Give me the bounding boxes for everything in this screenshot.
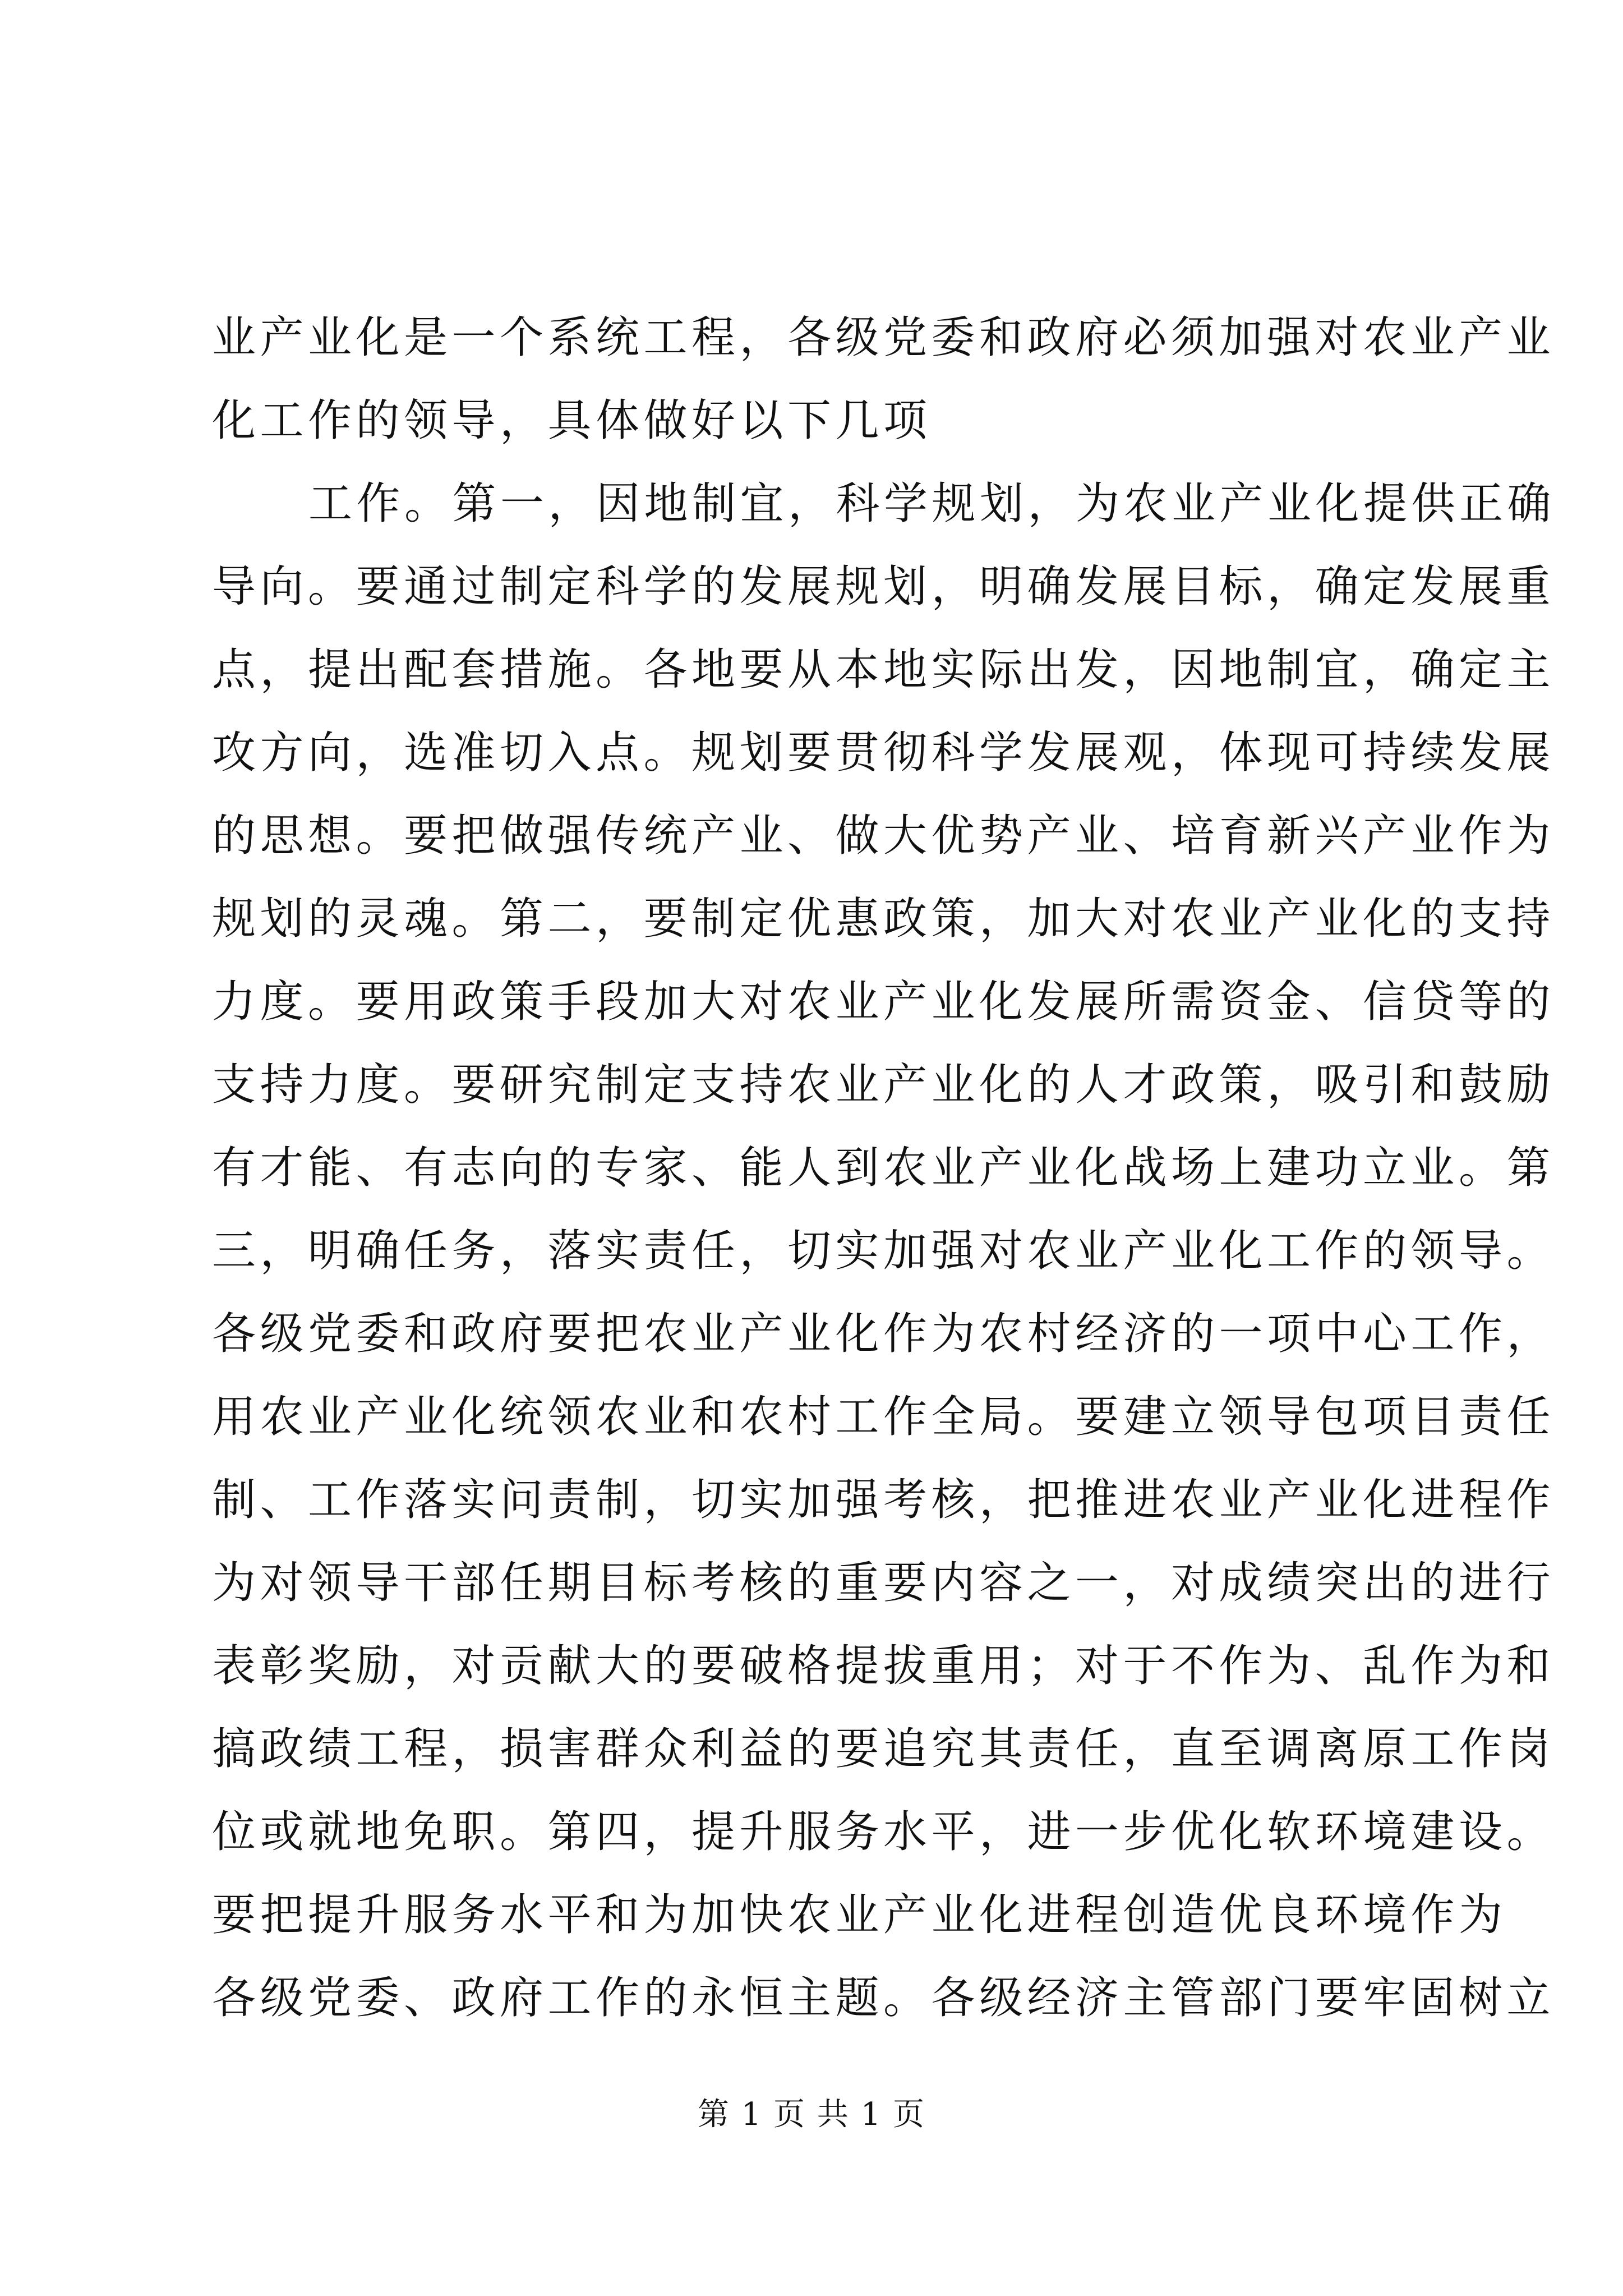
text-line: 有才能、有志向的专家、能人到农业产业化战场上建功立业。第 — [212, 1143, 1555, 1193]
text-line: 支持力度。要研究制定支持农业产业化的人才政策，吸引和鼓励 — [212, 1060, 1555, 1110]
text-line: 力度。要用政策手段加大对农业产业化发展所需资金、信贷等的 — [212, 977, 1555, 1027]
text-line: 导向。要通过制定科学的发展规划，明确发展目标，确定发展重 — [212, 562, 1555, 612]
text-line: 化工作的领导，具体做好以下几项 — [212, 395, 932, 446]
text-line: 搞政绩工程，损害群众利益的要追究其责任，直至调离原工作岗 — [212, 1724, 1555, 1774]
text-line: 用农业产业化统领农业和农村工作全局。要建立领导包项目责任 — [212, 1392, 1555, 1442]
paragraph-start-line: 工作。第一，因地制宜，科学规划，为农业产业化提供正确 — [308, 478, 1556, 529]
text-line: 位或就地免职。第四，提升服务水平，进一步优化软环境建设。 — [212, 1807, 1555, 1857]
text-line: 制、工作落实问责制，切实加强考核，把推进农业产业化进程作 — [212, 1475, 1555, 1525]
page-number-footer: 第 1 页 共 1 页 — [697, 2096, 926, 2133]
text-line: 表彰奖励，对贡献大的要破格提拔重用；对于不作为、乱作为和 — [212, 1641, 1555, 1691]
text-line: 点，提出配套措施。各地要从本地实际出发，因地制宜，确定主 — [212, 645, 1555, 695]
body-text — [212, 296, 1556, 2040]
text-line: 为对领导干部任期目标考核的重要内容之一，对成绩突出的进行 — [212, 1558, 1555, 1608]
text-line: 规划的灵魂。第二，要制定优惠政策，加大对农业产业化的支持 — [212, 894, 1555, 944]
text-line: 各级党委和政府要把农业产业化作为农村经济的一项中心工作， — [212, 1309, 1555, 1359]
text-line: 三，明确任务，落实责任，切实加强对农业产业化工作的领导。 — [212, 1226, 1555, 1276]
text-line: 要把提升服务水平和为加快农业产业化进程创造优良环境作为 — [212, 1890, 1507, 1940]
text-line: 各级党委、政府工作的永恒主题。各级经济主管部门要牢固树立 — [212, 1973, 1555, 2023]
text-line: 的思想。要把做强传统产业、做大优势产业、培育新兴产业作为 — [212, 811, 1555, 861]
text-line: 业产业化是一个系统工程，各级党委和政府必须加强对农业产业 — [212, 312, 1555, 363]
text-line: 攻方向，选准切入点。规划要贯彻科学发展观，体现可持续发展 — [212, 728, 1555, 778]
